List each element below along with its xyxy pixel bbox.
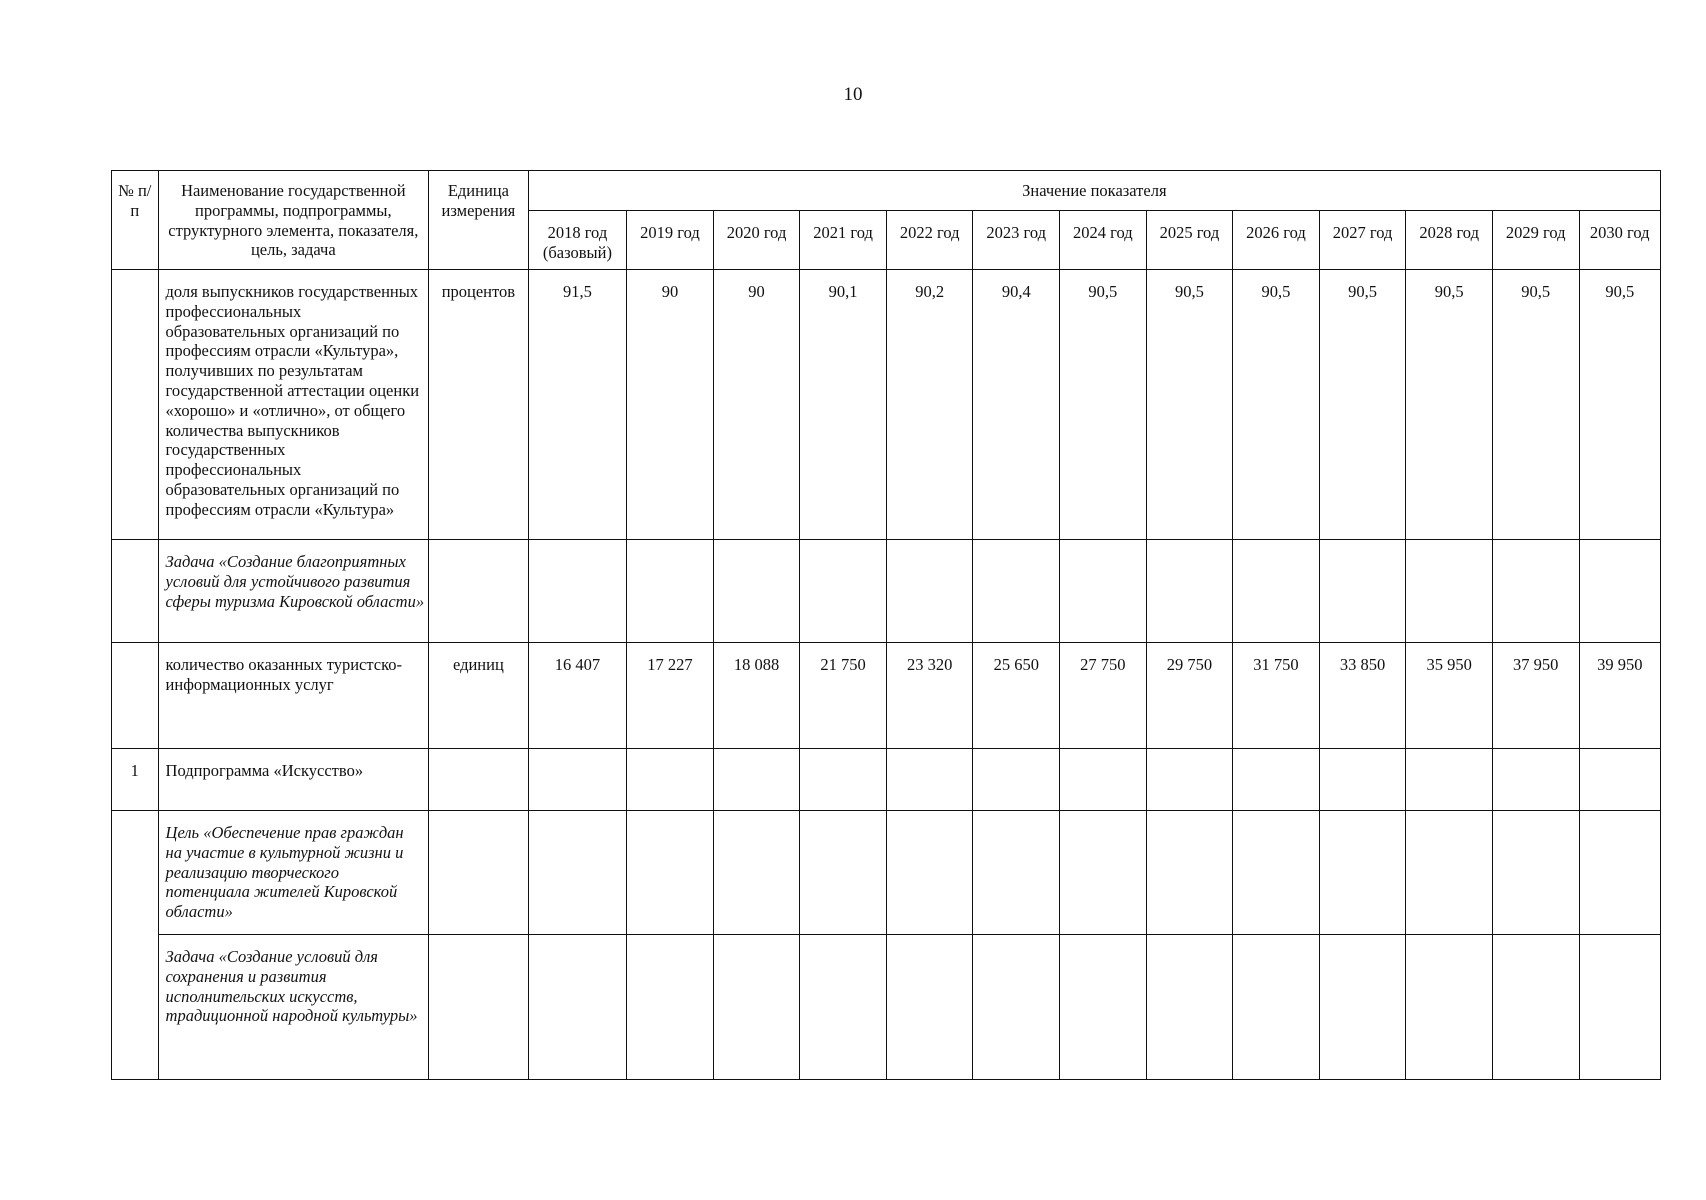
row-value <box>973 749 1060 811</box>
row-name: Цель «Обеспечение прав граждан на участие в культурной жизни и реализацию творческого потенциала жителей Кировской области» <box>158 811 429 935</box>
row-value <box>886 935 973 1080</box>
row-value <box>1406 811 1493 935</box>
row-value <box>800 935 887 1080</box>
row-value: 90,5 <box>1146 270 1233 540</box>
row-value <box>528 749 626 811</box>
row-value <box>528 540 626 643</box>
row-value <box>1319 540 1406 643</box>
row-value <box>800 811 887 935</box>
header-year: 2030 год <box>1579 211 1660 270</box>
row-value <box>627 811 714 935</box>
row-num <box>112 935 159 1080</box>
row-value: 25 650 <box>973 643 1060 749</box>
table-row <box>112 811 1661 935</box>
row-unit: процентов <box>429 270 529 540</box>
row-value <box>1233 749 1320 811</box>
row-value <box>1146 811 1233 935</box>
row-value: 18 088 <box>713 643 800 749</box>
row-name: Задача «Создание благоприятных условий для устойчивого развития сферы туризма Кировской области» <box>158 540 429 643</box>
row-value <box>1060 540 1147 643</box>
row-value: 90,4 <box>973 270 1060 540</box>
row-value <box>1319 935 1406 1080</box>
row-unit <box>429 540 529 643</box>
row-value: 91,5 <box>528 270 626 540</box>
indicator-table <box>111 170 1661 1080</box>
row-value <box>886 811 973 935</box>
row-num <box>112 811 159 935</box>
row-value <box>1146 749 1233 811</box>
row-value: 90,5 <box>1492 270 1579 540</box>
header-year: 2026 год <box>1233 211 1320 270</box>
row-value <box>1492 540 1579 643</box>
header-year: 2029 год <box>1492 211 1579 270</box>
row-value <box>1492 749 1579 811</box>
row-value <box>1579 811 1660 935</box>
row-value <box>1319 811 1406 935</box>
row-value <box>1060 811 1147 935</box>
row-value: 90,5 <box>1579 270 1660 540</box>
row-value: 90 <box>627 270 714 540</box>
header-num: № п/п <box>112 171 159 270</box>
row-num <box>112 540 159 643</box>
row-value <box>1319 749 1406 811</box>
row-value: 33 850 <box>1319 643 1406 749</box>
row-value: 16 407 <box>528 643 626 749</box>
row-value: 17 227 <box>627 643 714 749</box>
row-value: 90,5 <box>1060 270 1147 540</box>
row-value <box>713 811 800 935</box>
row-value <box>1233 935 1320 1080</box>
header-year: 2028 год <box>1406 211 1493 270</box>
row-value <box>973 935 1060 1080</box>
row-value: 37 950 <box>1492 643 1579 749</box>
row-unit <box>429 935 529 1080</box>
row-name: доля выпускников государственных профессиональных образовательных организаций по профессиям отрасли «Культура», получивших по результатам государственной аттестации оценки «хорошо» и «отлично», от общего количества выпускников государственных профессиональных образовательных организаций по профессиям отрасли «Культура» <box>158 270 429 540</box>
row-value <box>627 935 714 1080</box>
header-year: 2027 год <box>1319 211 1406 270</box>
table-row <box>112 270 1661 540</box>
row-value <box>886 749 973 811</box>
row-num <box>112 643 159 749</box>
header-year: 2024 год <box>1060 211 1147 270</box>
row-name: количество оказанных туристско-информационных услуг <box>158 643 429 749</box>
row-value <box>627 540 714 643</box>
row-value: 90,2 <box>886 270 973 540</box>
row-value: 35 950 <box>1406 643 1493 749</box>
row-value <box>713 749 800 811</box>
row-value <box>973 811 1060 935</box>
row-value <box>886 540 973 643</box>
table-row <box>112 935 1661 1080</box>
row-value: 23 320 <box>886 643 973 749</box>
row-unit: единиц <box>429 643 529 749</box>
row-value <box>1492 935 1579 1080</box>
row-value: 90,5 <box>1233 270 1320 540</box>
page-number: 10 <box>843 84 863 105</box>
row-value: 39 950 <box>1579 643 1660 749</box>
row-value <box>1233 811 1320 935</box>
row-value <box>1146 935 1233 1080</box>
row-num: 1 <box>112 749 159 811</box>
row-value <box>1233 540 1320 643</box>
row-value: 29 750 <box>1146 643 1233 749</box>
row-name: Подпрограмма «Искусство» <box>158 749 429 811</box>
row-value: 90,5 <box>1319 270 1406 540</box>
row-value: 90,1 <box>800 270 887 540</box>
row-value <box>1492 811 1579 935</box>
header-name: Наименование государственной программы, подпрограммы, структурного элемента, показателя, цель, задача <box>158 171 429 270</box>
row-num <box>112 270 159 540</box>
row-value <box>1579 540 1660 643</box>
row-value <box>1579 935 1660 1080</box>
header-year: 2021 год <box>800 211 887 270</box>
row-value: 27 750 <box>1060 643 1147 749</box>
header-year: 2023 год <box>973 211 1060 270</box>
row-name: Задача «Создание условий для сохранения и развития исполнительских искусств, традиционной народной культуры» <box>158 935 429 1080</box>
row-value <box>973 540 1060 643</box>
row-value <box>1060 749 1147 811</box>
row-value <box>800 540 887 643</box>
header-year: 2019 год <box>627 211 714 270</box>
row-value <box>1406 935 1493 1080</box>
row-value: 90,5 <box>1406 270 1493 540</box>
header-year: 2025 год <box>1146 211 1233 270</box>
table-row <box>112 540 1661 643</box>
row-value <box>1060 935 1147 1080</box>
header-values: Значение показателя <box>528 171 1660 211</box>
row-value <box>528 935 626 1080</box>
row-value <box>1406 749 1493 811</box>
row-value <box>800 749 887 811</box>
header-year: 2020 год <box>713 211 800 270</box>
header-year: 2018 год (базовый) <box>528 211 626 270</box>
table-row <box>112 749 1661 811</box>
row-value: 90 <box>713 270 800 540</box>
row-value: 31 750 <box>1233 643 1320 749</box>
table-row <box>112 643 1661 749</box>
row-value <box>627 749 714 811</box>
header-unit: Единица измерения <box>429 171 529 270</box>
header-year: 2022 год <box>886 211 973 270</box>
row-unit <box>429 749 529 811</box>
row-value <box>1406 540 1493 643</box>
row-value <box>1146 540 1233 643</box>
row-value <box>713 935 800 1080</box>
row-value <box>528 811 626 935</box>
row-value <box>1579 749 1660 811</box>
row-value: 21 750 <box>800 643 887 749</box>
row-value <box>713 540 800 643</box>
row-unit <box>429 811 529 935</box>
